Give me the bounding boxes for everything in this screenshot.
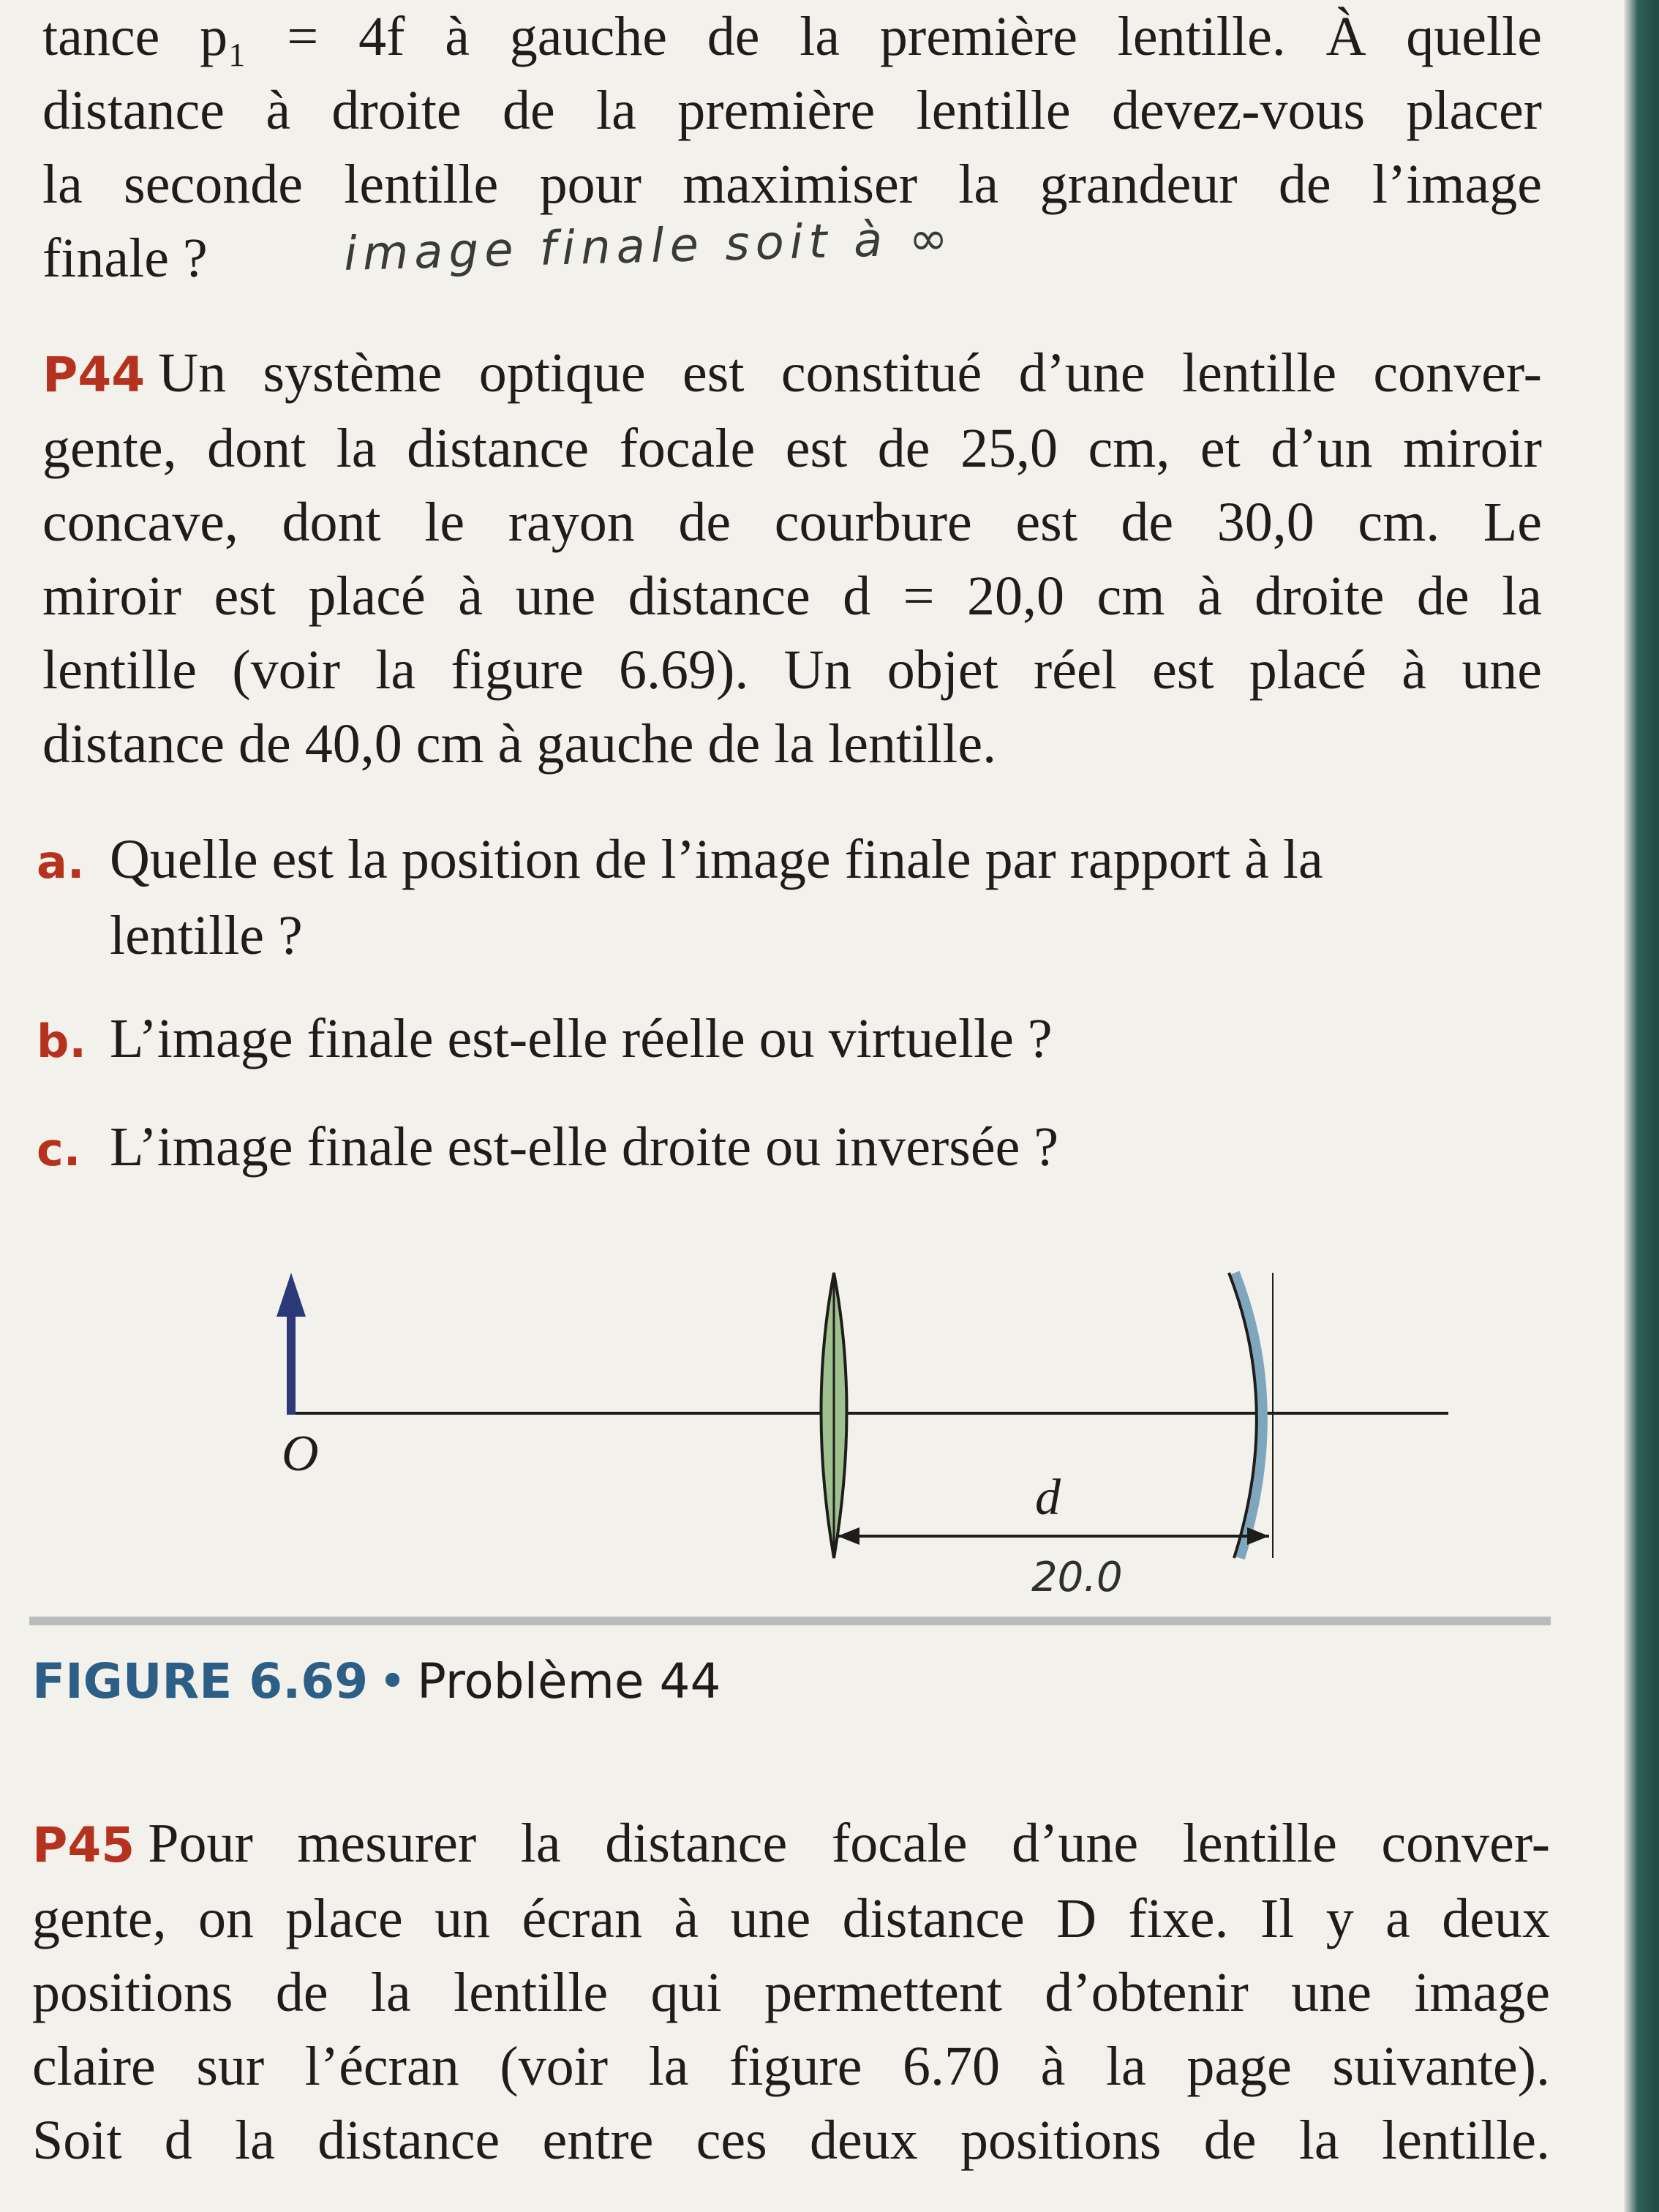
text-line: Soit d la distance entre ces deux positions de la lentille.: [32, 2110, 1550, 2171]
problem-label: P45: [32, 1817, 135, 1873]
text-line: distance à droite de la première lentille devez-vous placer: [42, 80, 1542, 141]
question-c: [37, 1110, 1551, 1186]
handwritten-distance-value: 20.0: [1031, 1554, 1123, 1601]
question-text: L’image finale est-elle droite ou inversée ?: [110, 1116, 1059, 1178]
concave-mirror-icon: [1229, 1273, 1273, 1558]
text-line: claire sur l’écran (voir la figure 6.70 à la page suivante).: [32, 2036, 1550, 2097]
text-line: miroir est placé à une distance d = 20,0 cm à droite de la: [42, 565, 1542, 627]
text-line: positions de la lentille qui permettent d’obtenir une image: [32, 1962, 1550, 2023]
question-text: Quelle est la position de l’image finale par rapport à la: [110, 829, 1323, 890]
figure-divider: [29, 1617, 1551, 1625]
object-label: O: [282, 1426, 319, 1482]
text-line: la seconde lentille pour maximiser la grandeur de l’image: [42, 154, 1542, 215]
question-a: [37, 823, 1551, 972]
text-line: Pour mesurer la distance focale d’une lentille conver-: [148, 1813, 1550, 1874]
page-edge: [1624, 0, 1659, 2212]
distance-label: d: [1035, 1470, 1061, 1526]
question-text: L’image finale est-elle réelle ou virtuelle ?: [110, 1008, 1053, 1069]
text-line: distance de 40,0 cm à gauche de la lentille.: [42, 713, 997, 775]
caption-label: FIGURE 6.69: [32, 1653, 369, 1709]
question-b: [37, 1002, 1551, 1078]
text-line: Un système optique est constitué d’une lentille conver-: [158, 342, 1542, 404]
problem-label: P44: [42, 347, 146, 403]
text-line: gente, dont la distance focale est de 25,0 cm, et d’un miroir: [42, 418, 1542, 479]
distance-d-dimension: [838, 1527, 1269, 1545]
text-line: lentille (voir la figure 6.69). Un objet réel est placé à une: [42, 639, 1542, 701]
question-letter: c.: [37, 1123, 81, 1176]
text-line: tance p₁ = 4f à gauche de la première lentille. À quelle: [42, 6, 1542, 67]
figure-caption: [32, 1653, 721, 1709]
question-letter: a.: [37, 835, 85, 889]
caption-bullet: •: [378, 1653, 407, 1709]
problem-44-text: [42, 336, 1542, 781]
text-line: concave, dont le rayon de courbure est de 30,0 cm. Le: [42, 492, 1542, 553]
figure-6-69: [29, 1244, 1565, 1609]
problem-45-text: [32, 1807, 1550, 2178]
question-text: lentille ?: [110, 905, 303, 966]
question-letter: b.: [37, 1015, 86, 1068]
handwritten-note: image finale soit à ∞: [343, 211, 955, 282]
text-line: finale ?: [42, 227, 208, 289]
caption-text: Problème 44: [417, 1653, 721, 1709]
text-line: gente, on place un écran à une distance D fixe. Il y a deux: [32, 1888, 1550, 1949]
object-arrow-icon: [276, 1273, 306, 1415]
